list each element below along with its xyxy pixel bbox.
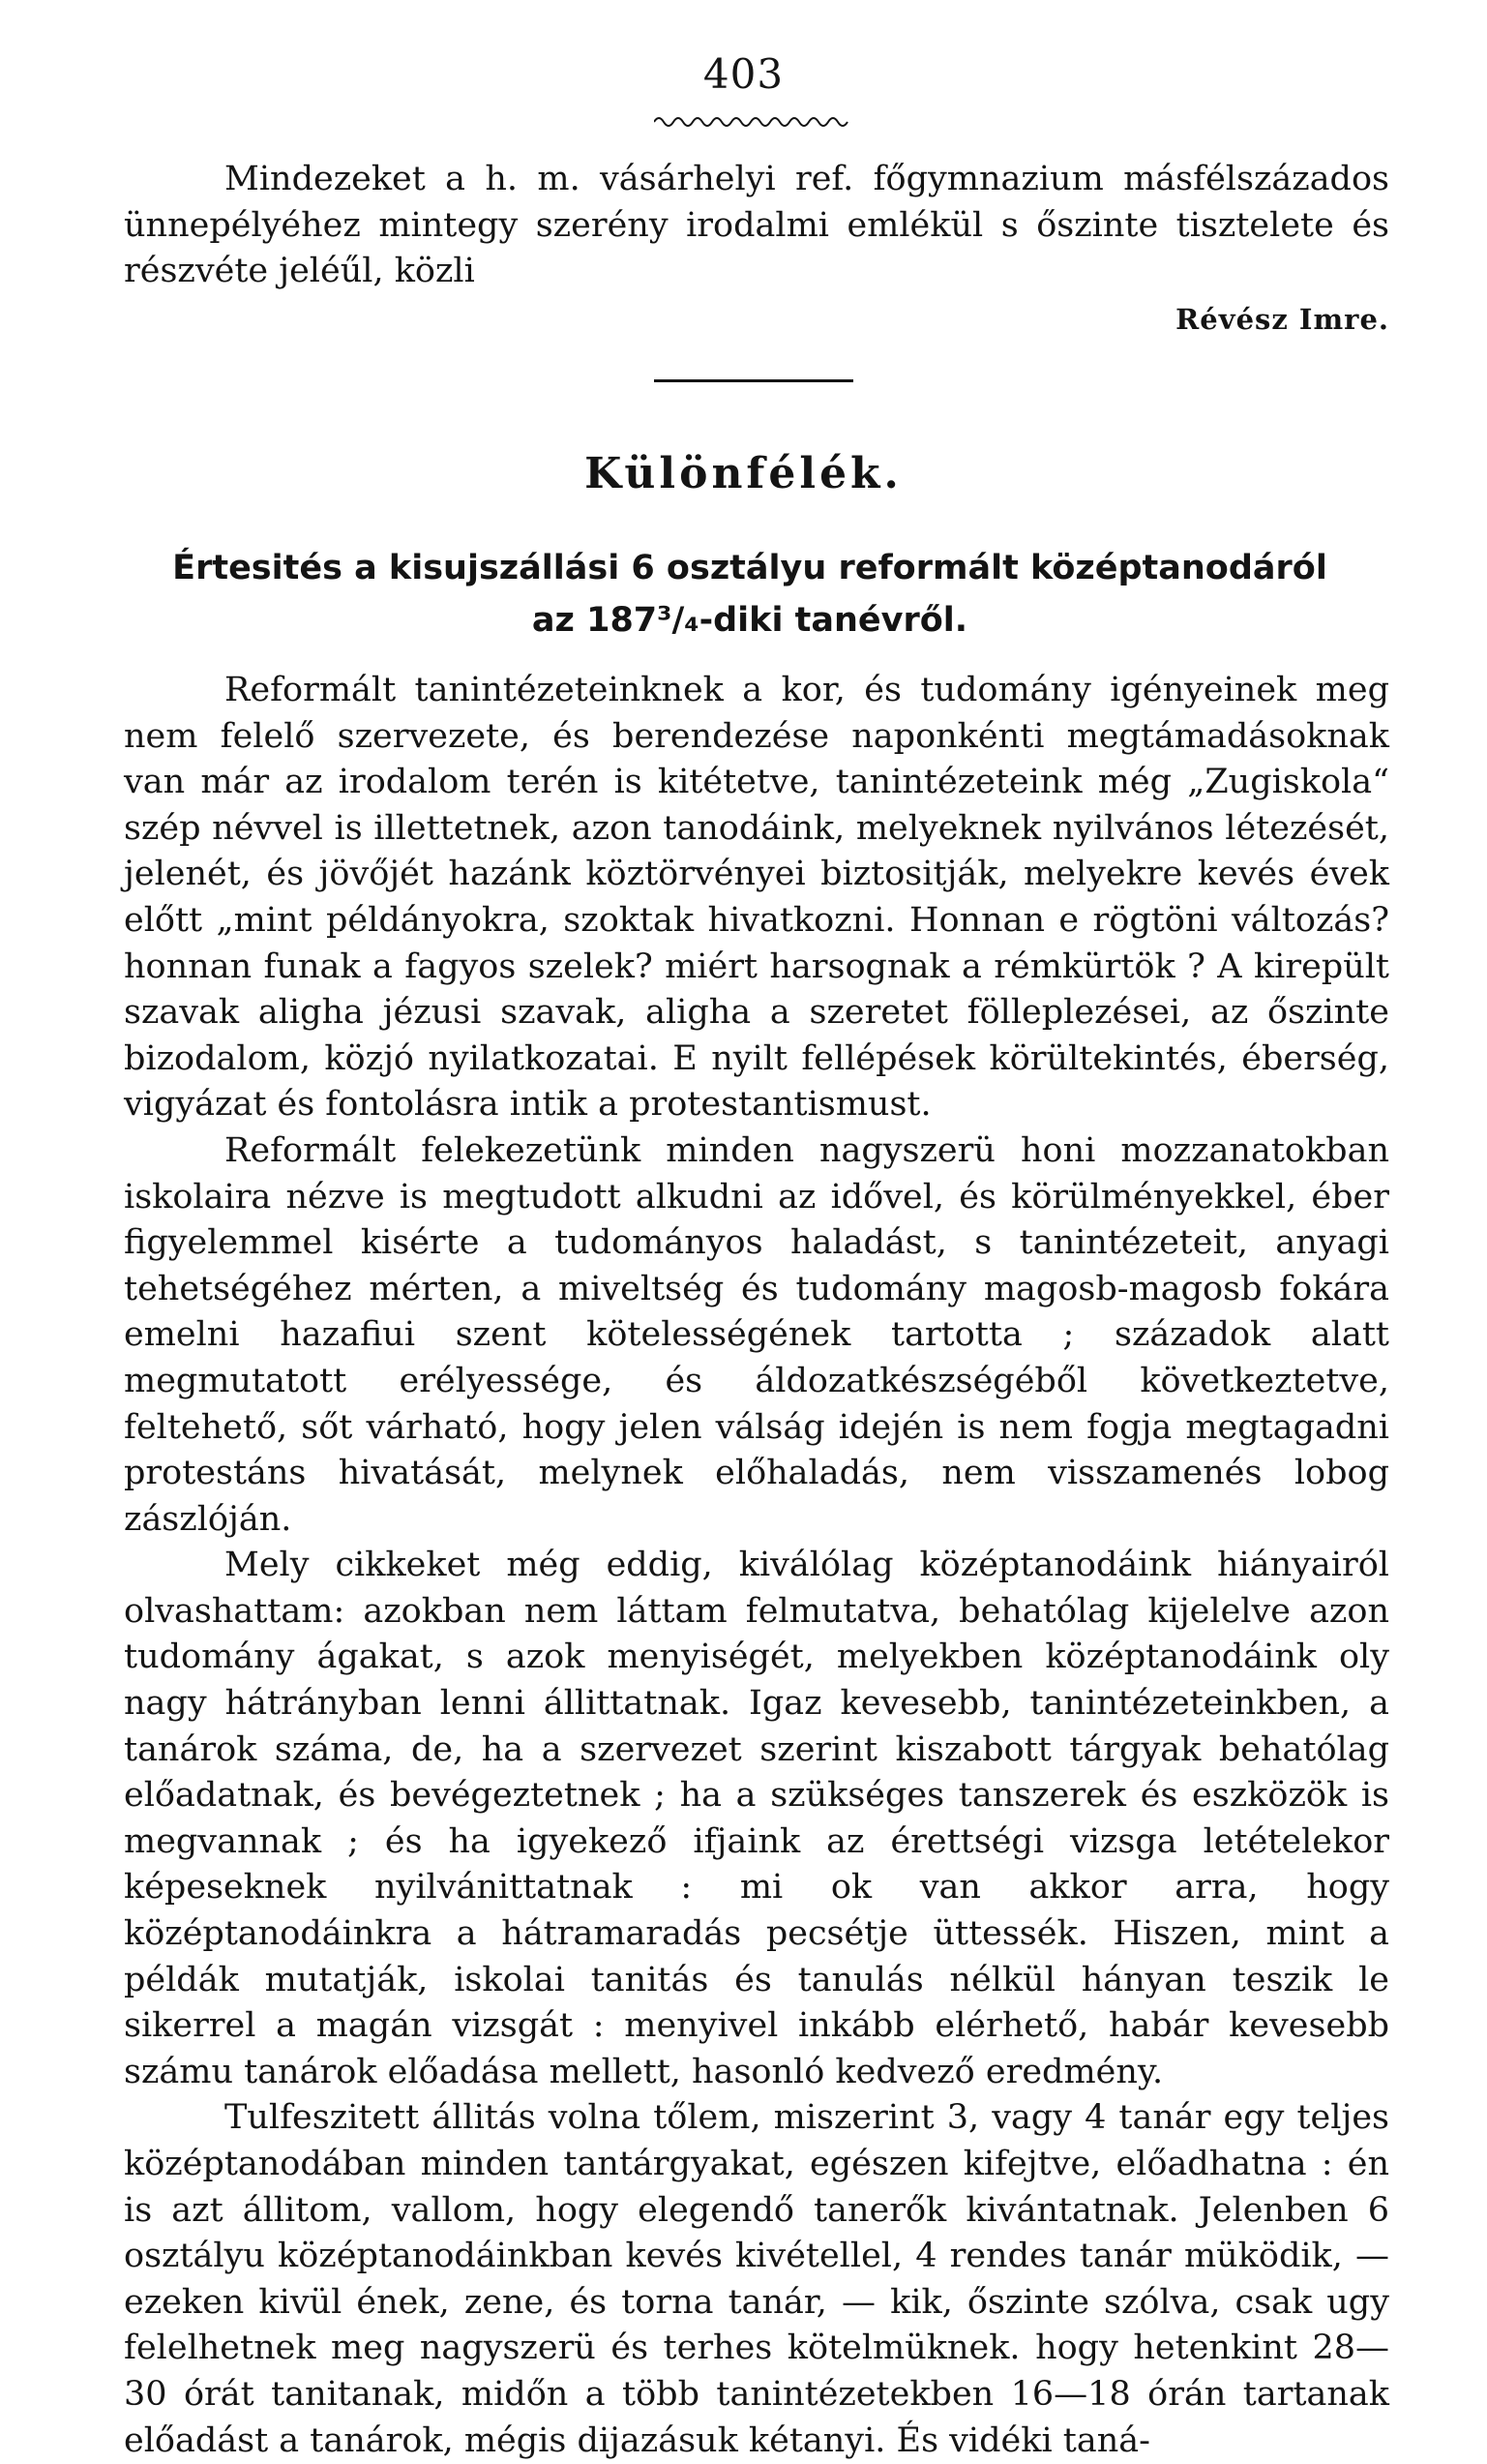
page-number: 403 — [702, 50, 785, 98]
section-divider — [654, 379, 853, 382]
body-paragraph: Tulfeszitett állitás volna tőlem, miszerint 3, vagy 4 tanár egy teljes középtanodában minden tantárgyakat, egészen kifejtve, előadhatna : én is azt állitom, vallom, hogy elegendő tanerők kivántatnak. Jelenben 6 osztályu középtanodáinkban kevés kivétellel, 4 rendes tanár müködik, — ezeken kivül ének, zene, és torna tanár, — kik, őszinte szólva, csak ugy felelhetnek meg nagyszerü és terhes kötelmüknek. hogy hetenkint 28— 30 órát tanitanak, midőn a több tanintézetekben 16—18 órán tartanak előadást a tanárok, mégis dijazásuk kétanyi. És vidéki taná- — [124, 2098, 1389, 2460]
article-title — [106, 542, 1393, 646]
article-title-line-1: Értesités a kisujszállási 6 osztályu reformált középtanodáról — [172, 549, 1327, 587]
body-paragraph: Mely cikkeket még eddig, kiválólag középtanodáink hiányairól olvashattam: azokban nem láttam felmutatva, behatólag kijelelve azon tudomány ágakat, s azok menyiségét, melyekben középtanodáink oly nagy hátrányban lenni állittatnak. Igaz kevesebb, tanintézeteinkben, a tanárok száma, de, ha a szervezet szerint kiszabott tárgyak behatólag előadatnak, és bevégeztetnek ; ha a szükséges tanszerek és eszközök is megvannak ; és ha igyekező ifjaink az érettségi vizsga letételekor képeseknek nyilvánittatnak : mi ok van akkor arra, hogy középtanodáinkra a hátramaradás pecsétje üttessék. Hiszen, mint a példák mutatják, iskolai tanitás és tanulás nélkül hányan teszik le sikerrel a magán vizsgát : menyivel inkább elérhető, habár kevesebb számu tanárok előadása mellett, hasonló kedvező eredmény. — [124, 1546, 1389, 2091]
article-title-line-2: az 187³/₄-diki tanévről. — [531, 601, 968, 640]
body-paragraph: Reformált tanintézeteinknek a kor, és tudomány igényeinek meg nem felelő szervezete, és berendezése naponkénti megtámadásoknak van már az irodalom terén is kitétetve, tanintézeteink még „Zugiskola“ szép névvel is illettetnek, azon tanodáink, melyeknek nyilvános létezését, jelenét, és jövőjét hazánk köztörvényei biztositják, melyekre kevés évek előtt „mint példányokra, szoktak hivatkozni. Honnan e rögtöni változás? honnan funak a fagyos szelek? miért harsognak a rémkürtök ? A kirepült szavak aligha jézusi szavak, aligha a szeretet fölleplezései, az őszinte bizodalom, közjó nyilatkozatai. E nyilt fellépések körültekintés, éberség, vigyázat és fontolásra intik a protestantismust. — [124, 671, 1389, 1125]
author-signature: Révész Imre. — [1175, 303, 1389, 336]
article-body — [124, 668, 1389, 2464]
intro-paragraph: Mindezeket a h. m. vásárhelyi ref. főgymnazium másfélszázados ünnepélyéhez mintegy szerény irodalmi emlékül s őszinte tisztelete és részvéte jeléűl, közli — [124, 160, 1389, 291]
ornament-wavy-rule — [654, 112, 849, 128]
intro-text — [124, 157, 1389, 295]
body-paragraph: Reformált felekezetünk minden nagyszerü honi mozzanatokban iskolaira nézve is megtudott alkudni az idővel, és körülményekkel, éber figyelemmel kisérte a tudományos haladást, s tanintézeteit, anyagi tehetségéhez mérten, a miveltség és tudomány magosb-magosb fokára emelni hazafiui szent kötelességének tartotta ; századok alatt megmutatott erélyessége, és áldozatkészségéből következtetve, feltehető, sőt várható, hogy jelen válság idején is nem fogja megtagadni protestáns hivatását, melynek előhaladás, nem visszamenés lobog zászlóján. — [124, 1130, 1389, 1539]
section-title: Különfélék. — [584, 449, 903, 498]
